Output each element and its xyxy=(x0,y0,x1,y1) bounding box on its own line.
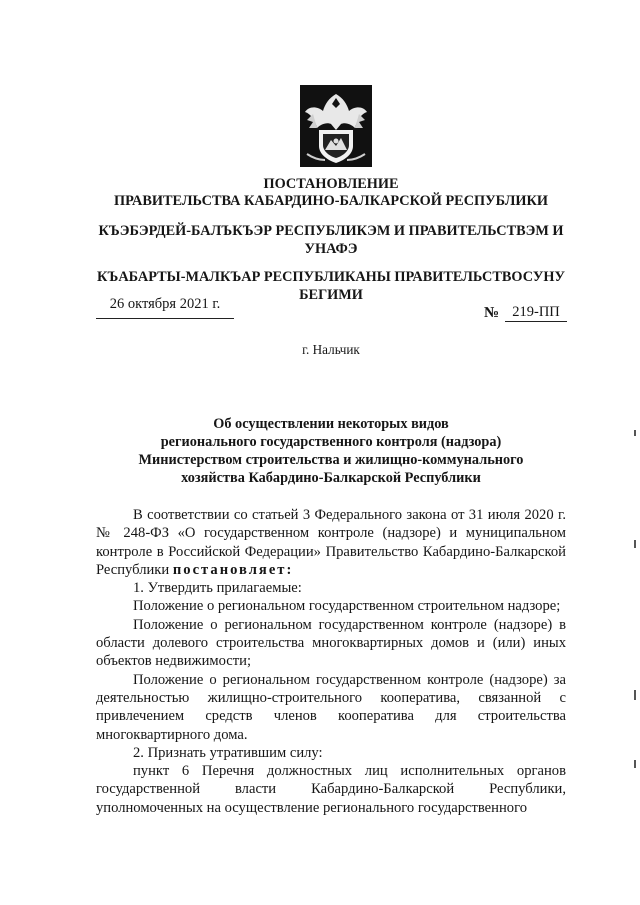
government-name-kbd: КЪЭБЭРДЕЙ-БАЛЪКЪЭР РЕСПУБЛИКЭМ И ПРАВИТЕЛЬСТВЭМ И УНАФЭ xyxy=(98,223,564,257)
scan-artifact xyxy=(634,540,636,548)
city: г. Нальчик xyxy=(302,342,360,357)
resolves-word: постановляет: xyxy=(172,561,294,578)
document-body xyxy=(96,506,566,817)
date-underline xyxy=(96,318,234,319)
item-2-a: пункт 6 Перечня должностных лиц исполнительных органов государственной власти Кабардино-Балкарской Республики, уполномоченных на осуществление регионального государственного xyxy=(96,763,566,816)
scan-artifact xyxy=(634,430,636,436)
title-line: хозяйства Кабардино-Балкарской Республики xyxy=(181,470,481,486)
government-name-krc: КЪАБАРТЫ-МАЛКЪАР РЕСПУБЛИКАНЫ ПРАВИТЕЛЬСТВОСУНУ БЕГИМИ xyxy=(97,269,565,303)
item-1-c: Положение о региональном государственном контроле (надзоре) за деятельностью жилищно-строительного кооператива, связанной с привлечением средств членов кооператива для строительства многоквартирного дома. xyxy=(96,671,566,743)
item-2: 2. Признать утратившим силу: xyxy=(133,744,323,761)
number-underline xyxy=(505,321,567,322)
document-date: 26 октября 2021 г. xyxy=(109,296,221,312)
title-line: Об осуществлении некоторых видов xyxy=(213,416,449,432)
doc-type: ПОСТАНОВЛЕНИЕ xyxy=(263,176,399,192)
item-1-b: Положение о региональном государственном контроле (надзоре) в области долевого строительства многоквартирных домов и (или) иных объектов недвижимости; xyxy=(96,616,566,670)
scan-artifact xyxy=(634,760,636,768)
government-name-ru: ПРАВИТЕЛЬСТВА КАБАРДИНО-БАЛКАРСКОЙ РЕСПУБЛИКИ xyxy=(113,193,549,209)
title-line: регионального государственного контроля (надзора) xyxy=(160,434,502,450)
document-number: 219-ПП xyxy=(512,304,560,320)
number-sign: № xyxy=(484,305,500,321)
item-1: 1. Утвердить прилагаемые: xyxy=(133,580,302,597)
intro-text: В соответствии со статьей 3 Федерального закона от 31 июля 2020 г. № 248-ФЗ «О государственном контроле (надзоре) и муниципальном контроле в Российской Федерации» Правительство Кабардино-Балкарской Республики xyxy=(96,507,566,578)
item-1-a: Положение о региональном государственном строительном надзоре; xyxy=(133,598,561,615)
intro-paragraph xyxy=(96,506,566,579)
title-line: Министерством строительства и жилищно-коммунального xyxy=(138,452,524,468)
kbr-coat-of-arms-icon xyxy=(299,84,373,168)
scan-artifact xyxy=(634,690,636,700)
document-title xyxy=(96,415,566,487)
